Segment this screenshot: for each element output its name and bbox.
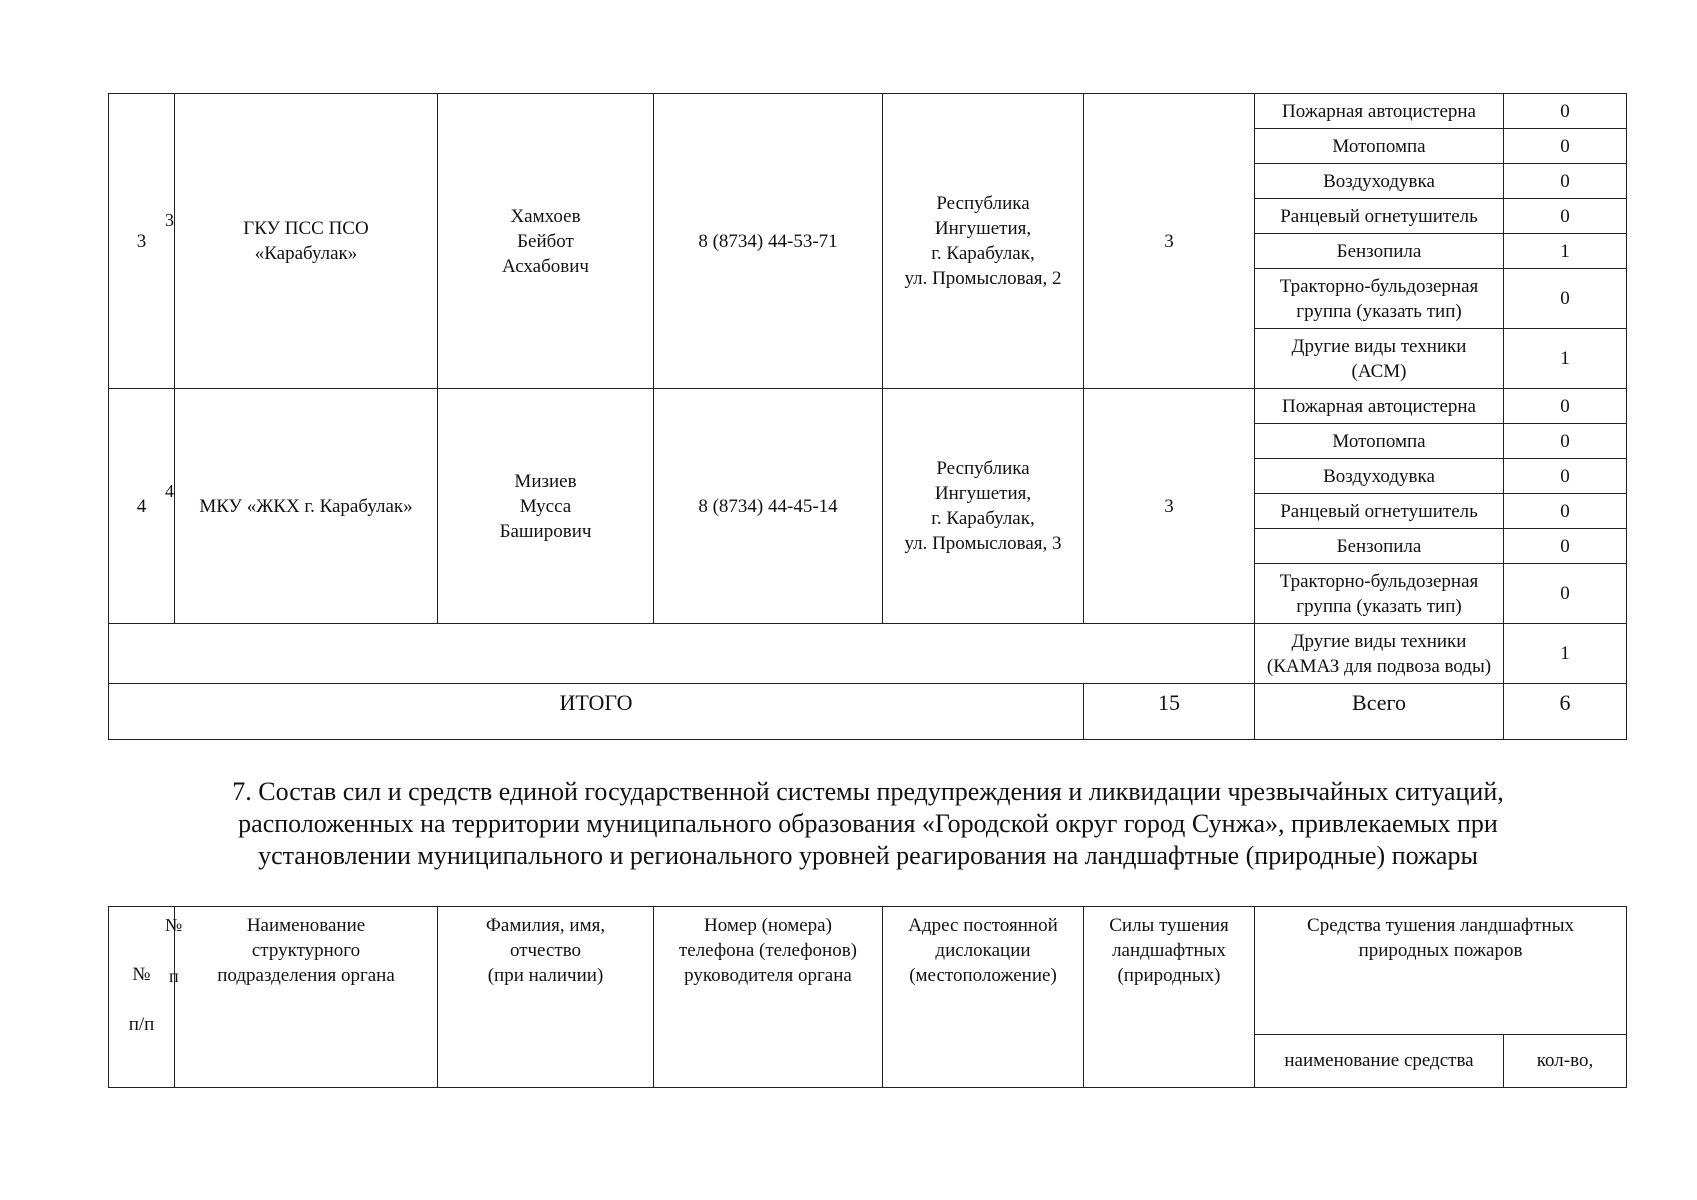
forces-table — [108, 93, 1627, 740]
org-name: МКУ «ЖКХ г. Карабулак» — [175, 389, 438, 624]
equipment-name: Ранцевый огнетушитель — [1255, 494, 1504, 529]
row-number-dup: 3 — [165, 210, 174, 230]
table-row — [109, 624, 1627, 684]
phone: 8 (8734) 44-53-71 — [654, 94, 883, 389]
header-forces: Силы тушения ландшафтных (природных) — [1084, 907, 1255, 1088]
equipment-qty: 1 — [1504, 624, 1627, 684]
row-number-value: 4 — [136, 495, 147, 517]
equipment-qty: 0 — [1504, 494, 1627, 529]
total-all-label: Всего — [1255, 684, 1504, 740]
total-label: ИТОГО — [109, 684, 1084, 740]
equipment-name: Мотопомпа — [1255, 424, 1504, 459]
equipment-name: Мотопомпа — [1255, 129, 1504, 164]
address: Республика Ингушетия, г. Карабулак, ул. Промысловая, 2 — [883, 94, 1084, 389]
row-number — [109, 389, 175, 624]
equipment-qty: 0 — [1504, 389, 1627, 424]
header-number: № п/п № п — [109, 907, 175, 1088]
equipment-qty: 0 — [1504, 94, 1627, 129]
forces-count: 3 — [1084, 389, 1255, 624]
equipment-qty: 0 — [1504, 269, 1627, 329]
equipment-name: Бензопила — [1255, 529, 1504, 564]
equipment-name: Воздуходувка — [1255, 459, 1504, 494]
header-head: Фамилия, имя, отчество (при наличии) — [438, 907, 654, 1088]
equipment-qty: 1 — [1504, 329, 1627, 389]
header-address: Адрес постоянной дислокации (местоположение) — [883, 907, 1084, 1088]
header-phone: Номер (номера) телефона (телефонов) руководителя органа — [654, 907, 883, 1088]
equipment-qty: 0 — [1504, 129, 1627, 164]
equipment-name: Пожарная автоцистерна — [1255, 94, 1504, 129]
equipment-qty: 0 — [1504, 564, 1627, 624]
address: Республика Ингушетия, г. Карабулак, ул. Промысловая, 3 — [883, 389, 1084, 624]
equipment-qty: 0 — [1504, 164, 1627, 199]
equipment-name: Бензопила — [1255, 234, 1504, 269]
forces-table-header — [108, 906, 1627, 1088]
blank-cell — [109, 624, 1255, 684]
equipment-name: Пожарная автоцистерна — [1255, 389, 1504, 424]
equipment-qty: 0 — [1504, 459, 1627, 494]
row-number-dup: 4 — [165, 481, 174, 501]
header-number-dup-top: № — [165, 915, 183, 935]
header-org: Наименование структурного подразделения органа — [175, 907, 438, 1088]
table-row — [109, 389, 1627, 424]
total-forces: 15 — [1084, 684, 1255, 740]
equipment-name: Воздуходувка — [1255, 164, 1504, 199]
head-name: Мизиев Мусса Баширович — [438, 389, 654, 624]
header-means: Средства тушения ландшафтных природных пожаров — [1255, 907, 1627, 1035]
row-number — [109, 94, 175, 389]
org-name: ГКУ ПСС ПСО «Карабулак» — [175, 94, 438, 389]
equipment-qty: 1 — [1504, 234, 1627, 269]
total-all-qty: 6 — [1504, 684, 1627, 740]
forces-count: 3 — [1084, 94, 1255, 389]
phone: 8 (8734) 44-45-14 — [654, 389, 883, 624]
head-name: Хамхоев Бейбот Асхабович — [438, 94, 654, 389]
equipment-name: Тракторно-бульдозерная группа (указать тип) — [1255, 564, 1504, 624]
header-number-dup-bottom: п — [169, 966, 179, 986]
equipment-qty: 0 — [1504, 199, 1627, 234]
equipment-qty: 0 — [1504, 424, 1627, 459]
total-row — [109, 684, 1627, 740]
table-row — [109, 94, 1627, 129]
equipment-name: Другие виды техники (АСМ) — [1255, 329, 1504, 389]
row-number-value: 3 — [136, 230, 147, 252]
header-means-qty: кол-во, — [1504, 1034, 1627, 1087]
equipment-name: Другие виды техники (КАМАЗ для подвоза воды) — [1255, 624, 1504, 684]
equipment-name: Ранцевый огнетушитель — [1255, 199, 1504, 234]
equipment-name: Тракторно-бульдозерная группа (указать тип) — [1255, 269, 1504, 329]
equipment-qty: 0 — [1504, 529, 1627, 564]
header-means-name: наименование средства — [1255, 1034, 1504, 1087]
section-heading: 7. Состав сил и средств единой государственной системы предупреждения и ликвидации чрезвычайных ситуаций, расположенных на территории муниципального образования «Городской округ город Сунжа», привлекаемых при установлении муниципального и регионального уровней реагирования на ландшафтные (природные) пожары — [232, 777, 1504, 870]
